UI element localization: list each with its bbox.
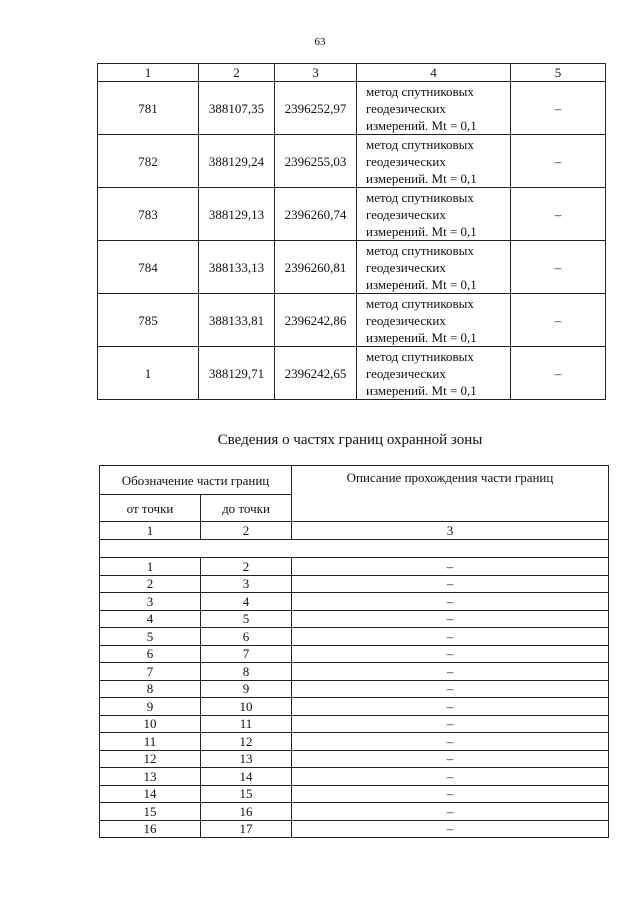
from-point: 4 — [100, 610, 201, 628]
part-description: – — [292, 645, 609, 663]
to-point: 4 — [201, 593, 292, 611]
coordinate-y: 2396255,03 — [275, 135, 357, 188]
coordinate-x: 388107,35 — [199, 82, 275, 135]
parts-empty-row — [100, 540, 609, 558]
to-point: 9 — [201, 680, 292, 698]
method-line: измерений. Mt = 0,1 — [366, 276, 477, 292]
column-5-value: – — [511, 82, 606, 135]
boundary-part-row — [100, 680, 609, 698]
method-line: метод спутниковых — [366, 348, 474, 364]
coordinate-row — [98, 188, 606, 241]
coordinate-x: 388129,71 — [199, 347, 275, 400]
header-col-5: 5 — [511, 64, 606, 82]
from-point: 5 — [100, 628, 201, 646]
part-description: – — [292, 575, 609, 593]
part-description: – — [292, 610, 609, 628]
part-description: – — [292, 750, 609, 768]
to-point: 8 — [201, 663, 292, 681]
from-point: 3 — [100, 593, 201, 611]
method-line: геодезических — [366, 365, 446, 381]
coordinates-table — [97, 63, 606, 400]
coordinate-x: 388129,24 — [199, 135, 275, 188]
to-point: 6 — [201, 628, 292, 646]
part-description: – — [292, 820, 609, 838]
part-description: – — [292, 768, 609, 786]
part-description: – — [292, 698, 609, 716]
parts-column-numbers-row — [100, 522, 609, 540]
part-description: – — [292, 733, 609, 751]
coordinates-header-row — [98, 64, 606, 82]
coordinate-row — [98, 82, 606, 135]
method-description — [357, 294, 511, 347]
coordinate-row — [98, 347, 606, 400]
method-line: метод спутниковых — [366, 83, 474, 99]
part-description: – — [292, 715, 609, 733]
boundary-part-row — [100, 768, 609, 786]
coordinate-y: 2396252,97 — [275, 82, 357, 135]
header-col-2: 2 — [199, 64, 275, 82]
method-line: геодезических — [366, 153, 446, 169]
header-col-4: 4 — [357, 64, 511, 82]
to-point: 5 — [201, 610, 292, 628]
part-description: – — [292, 663, 609, 681]
to-point: 11 — [201, 715, 292, 733]
boundary-part-row — [100, 750, 609, 768]
from-point: 7 — [100, 663, 201, 681]
from-point: 9 — [100, 698, 201, 716]
boundary-part-row — [100, 698, 609, 716]
to-point: 14 — [201, 768, 292, 786]
boundary-part-row — [100, 663, 609, 681]
part-description: – — [292, 680, 609, 698]
coordinate-row — [98, 241, 606, 294]
coordinate-y: 2396242,86 — [275, 294, 357, 347]
section-title: Сведения о частях границ охранной зоны — [217, 432, 483, 448]
coordinate-y: 2396242,65 — [275, 347, 357, 400]
boundary-part-row — [100, 593, 609, 611]
method-line: измерений. Mt = 0,1 — [366, 117, 477, 133]
point-number: 783 — [98, 188, 199, 241]
boundary-part-row — [100, 558, 609, 576]
from-point: 6 — [100, 645, 201, 663]
column-5-value: – — [511, 241, 606, 294]
header-col-3: 3 — [275, 64, 357, 82]
part-description: – — [292, 558, 609, 576]
from-point: 15 — [100, 803, 201, 821]
from-point: 13 — [100, 768, 201, 786]
boundary-part-row — [100, 803, 609, 821]
point-number: 782 — [98, 135, 199, 188]
header-col-1: 1 — [98, 64, 199, 82]
method-line: метод спутниковых — [366, 136, 474, 152]
coordinate-x: 388129,13 — [199, 188, 275, 241]
boundary-part-row — [100, 785, 609, 803]
column-5-value: – — [511, 135, 606, 188]
point-number: 785 — [98, 294, 199, 347]
coordinate-y: 2396260,81 — [275, 241, 357, 294]
header-description: Описание прохождения части границ — [292, 466, 609, 522]
method-description — [357, 135, 511, 188]
boundary-parts-table — [99, 465, 609, 838]
from-point: 10 — [100, 715, 201, 733]
method-line: геодезических — [366, 100, 446, 116]
coordinate-row — [98, 135, 606, 188]
method-line: измерений. Mt = 0,1 — [366, 223, 477, 239]
method-line: измерений. Mt = 0,1 — [366, 329, 477, 345]
method-line: геодезических — [366, 312, 446, 328]
to-point: 10 — [201, 698, 292, 716]
header-designation: Обозначение части границ — [100, 466, 292, 495]
method-line: измерений. Mt = 0,1 — [366, 382, 477, 398]
parts-header-row — [100, 466, 609, 495]
to-point: 17 — [201, 820, 292, 838]
col-number-3: 3 — [292, 522, 609, 540]
boundary-part-row — [100, 628, 609, 646]
to-point: 15 — [201, 785, 292, 803]
col-number-2: 2 — [201, 522, 292, 540]
column-5-value: – — [511, 188, 606, 241]
header-to-point: до точки — [201, 495, 292, 522]
point-number: 784 — [98, 241, 199, 294]
point-number: 1 — [98, 347, 199, 400]
method-description — [357, 347, 511, 400]
boundary-part-row — [100, 645, 609, 663]
from-point: 16 — [100, 820, 201, 838]
to-point: 16 — [201, 803, 292, 821]
boundary-part-row — [100, 715, 609, 733]
method-line: метод спутниковых — [366, 189, 474, 205]
from-point: 12 — [100, 750, 201, 768]
from-point: 11 — [100, 733, 201, 751]
method-description — [357, 82, 511, 135]
boundary-part-row — [100, 733, 609, 751]
to-point: 3 — [201, 575, 292, 593]
part-description: – — [292, 785, 609, 803]
to-point: 2 — [201, 558, 292, 576]
from-point: 14 — [100, 785, 201, 803]
column-5-value: – — [511, 347, 606, 400]
from-point: 1 — [100, 558, 201, 576]
to-point: 13 — [201, 750, 292, 768]
header-from-point: от точки — [100, 495, 201, 522]
to-point: 12 — [201, 733, 292, 751]
method-line: метод спутниковых — [366, 295, 474, 311]
method-description — [357, 241, 511, 294]
part-description: – — [292, 628, 609, 646]
boundary-part-row — [100, 575, 609, 593]
method-line: метод спутниковых — [366, 242, 474, 258]
method-line: измерений. Mt = 0,1 — [366, 170, 477, 186]
to-point: 7 — [201, 645, 292, 663]
column-5-value: – — [511, 294, 606, 347]
method-line: геодезических — [366, 259, 446, 275]
boundary-part-row — [100, 610, 609, 628]
part-description: – — [292, 803, 609, 821]
coordinate-x: 388133,13 — [199, 241, 275, 294]
point-number: 781 — [98, 82, 199, 135]
boundary-part-row — [100, 820, 609, 838]
method-description — [357, 188, 511, 241]
part-description: – — [292, 593, 609, 611]
coordinate-y: 2396260,74 — [275, 188, 357, 241]
empty-cell — [100, 540, 609, 558]
coordinate-x: 388133,81 — [199, 294, 275, 347]
col-number-1: 1 — [100, 522, 201, 540]
method-line: геодезических — [366, 206, 446, 222]
from-point: 8 — [100, 680, 201, 698]
page-number: 63 — [314, 36, 326, 48]
from-point: 2 — [100, 575, 201, 593]
coordinate-row — [98, 294, 606, 347]
